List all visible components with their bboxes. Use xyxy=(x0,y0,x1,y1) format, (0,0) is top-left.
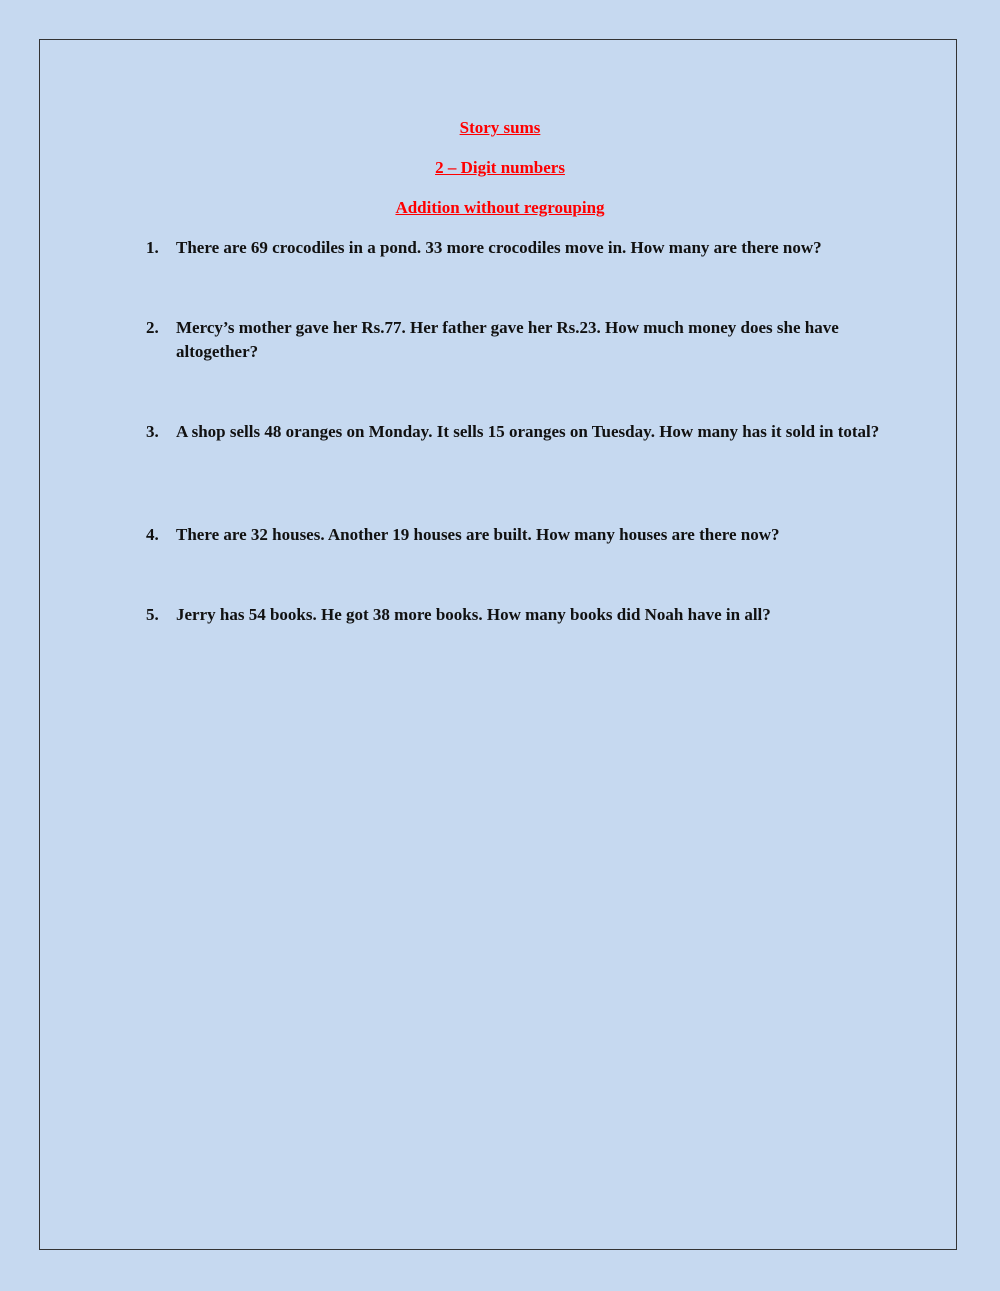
question-text: Jerry has 54 books. He got 38 more books. How many books did Noah have in all? xyxy=(176,605,771,624)
question-number: 2. xyxy=(146,318,159,337)
question-item xyxy=(146,420,886,444)
question-item xyxy=(146,236,886,260)
question-item xyxy=(146,316,886,364)
question-number: 1. xyxy=(146,238,159,257)
question-text: There are 32 houses. Another 19 houses are built. How many houses are there now? xyxy=(176,525,780,544)
question-number: 5. xyxy=(146,605,159,624)
question-text: A shop sells 48 oranges on Monday. It sells 15 oranges on Tuesday. How many has it sold in total? xyxy=(176,422,880,441)
question-number: 4. xyxy=(146,525,159,544)
worksheet-title: Story sums xyxy=(459,118,541,137)
question-text: There are 69 crocodiles in a pond. 33 more crocodiles move in. How many are there now? xyxy=(176,238,822,257)
question-item xyxy=(146,603,886,627)
worksheet-subtitle: 2 – Digit numbers xyxy=(435,158,565,177)
page-border xyxy=(39,39,957,1250)
question-text: Mercy’s mother gave her Rs.77. Her father gave her Rs.23. How much money does she have altogether? xyxy=(176,318,839,361)
question-item xyxy=(146,523,886,547)
question-number: 3. xyxy=(146,422,159,441)
worksheet-topic: Addition without regrouping xyxy=(395,198,605,217)
